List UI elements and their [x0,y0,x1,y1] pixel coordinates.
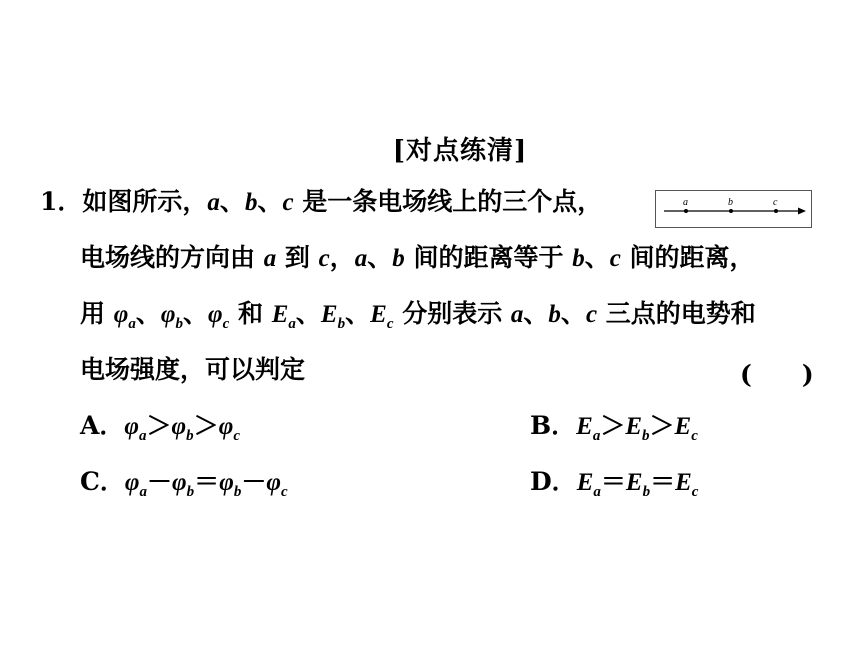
point-a-dot [684,209,688,213]
point-a-label: a [683,197,688,208]
option-a-text: $\varphi_a>\varphi_b>\varphi_c$ [124,411,240,444]
option-b[interactable] [530,410,698,443]
option-a-label: A． [80,411,125,440]
question-line-4: 电场强度，可以判定 [80,355,306,384]
field-line-diagram [656,191,811,227]
option-c-label: C． [80,467,125,496]
point-c-label: c [773,197,778,208]
option-d-label: D． [530,467,577,496]
question-number: 1． [40,187,83,216]
question-line-3: 用 $\varphi_a$、$\varphi_b$、$\varphi_c$ 和 $E_a$、$E_b$、$E_c$ 分别表示 a、b、c 三点的电势和 [80,299,756,332]
field-line-figure [655,190,812,228]
option-c-text: $\varphi_a-\varphi_b=\varphi_b-\varphi_c$ [124,467,288,500]
option-a[interactable] [80,410,240,443]
point-b-label: b [728,197,733,208]
option-d[interactable] [530,466,698,499]
point-c-dot [774,209,778,213]
section-heading: [对点练清] [392,136,528,166]
question-line-1-text: 如图所示，a、b、c 是一条电场线上的三个点， [82,187,603,216]
option-b-label: B． [530,411,577,440]
question-line-1 [40,186,602,219]
arrow-head-icon [798,208,806,215]
point-b-dot [729,209,733,213]
answer-blank: ( ) [740,360,814,389]
question-line-2: 电场线的方向由 a 到 c，a、b 间的距离等于 b、c 间的距离， [80,243,755,272]
option-c[interactable] [80,466,288,499]
option-b-text: $E_a>E_b>E_c$ [576,411,698,444]
option-d-text: $E_a=E_b=E_c$ [576,467,699,500]
